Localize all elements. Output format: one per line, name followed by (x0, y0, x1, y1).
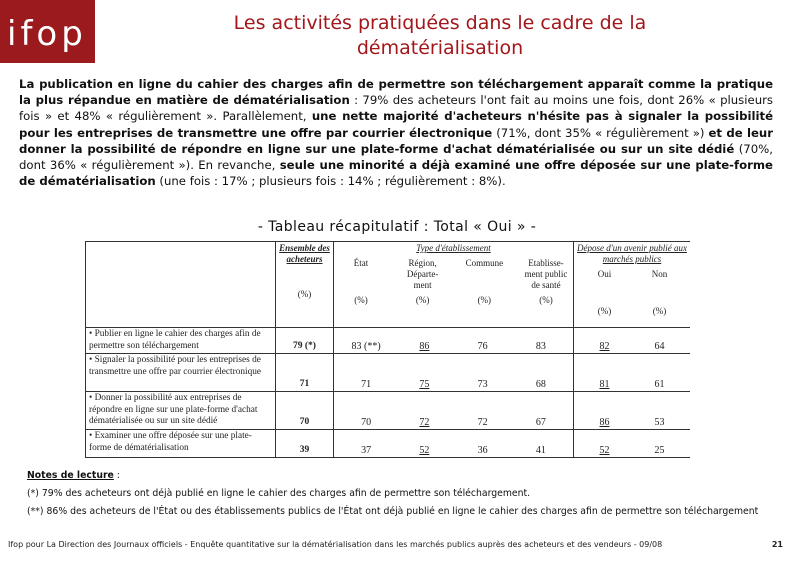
cell-value: 67 (535, 417, 546, 428)
cell-value: 25 (654, 445, 665, 456)
cell-value: 52 (419, 445, 430, 456)
row-question: • Publier en ligne le cahier des charges afin de permettre son téléchargement (86, 328, 276, 354)
table-row (86, 354, 691, 392)
cell-value: 41 (535, 445, 546, 456)
ifop-logo (0, 0, 95, 63)
cell-value: 76 (477, 341, 488, 352)
cell-value: 72 (419, 417, 430, 428)
title-line-2: dématérialisation (356, 37, 524, 59)
cell-value: 71 (361, 379, 372, 390)
row-question: • Examiner une offre déposée sur une plate-forme de dématérialisation (86, 430, 276, 458)
cell-value: 52 (599, 445, 610, 456)
notes-label-suffix: : (113, 470, 120, 481)
row-question: • Donner la possibilité aux entreprises de répondre en ligne sur une plate-forme d'achat dématérialisée ou sur un site dédié (86, 392, 276, 430)
cell-value: 73 (477, 379, 488, 390)
row-total: 39 (299, 445, 310, 455)
summary-table (85, 241, 690, 458)
cell-value: 86 (599, 417, 610, 428)
question-header-cell (86, 242, 276, 328)
row-total: 79 (*) (293, 341, 316, 351)
cell-value: 75 (419, 379, 430, 390)
note-1: (*) 79% des acheteurs ont déjà publié en ligne le cahier des charges afin de permettre son téléchargement. (27, 488, 531, 499)
intro-bold-1: La publication en ligne du cahier des charges afin de permettre son téléchargement apparaît comme la pratique la plus répandue en matière de dématérialisation (19, 77, 773, 108)
col-commune: Commune (465, 258, 504, 268)
page-title (150, 11, 730, 61)
type-header: Type d'établissement (416, 243, 491, 253)
title-line-1: Les activités pratiquées dans le cadre de la (233, 12, 647, 34)
note-2: (**) 86% des acheteurs de l'État ou des établissements publics de l'État ont déjà publié en ligne le cahier des charges afin de permettre son téléchargement (27, 506, 759, 517)
cell-value: 53 (654, 417, 665, 428)
page-footer (8, 540, 783, 549)
intro-bold-2: une nette majorité d'acheteurs n'hésite pas à signaler la possibilité pour les entreprises de transmettre une offre par courrier électronique (19, 109, 773, 140)
footer-text: Ifop pour La Direction des Journaux officiels - Enquête quantitative sur la dématérialisation dans les marchés publics auprès des acheteurs et des vendeurs - 09/08 (8, 540, 663, 549)
type-header-cell (334, 242, 574, 328)
col-region: Région, Départe-ment (406, 258, 439, 290)
pct-label: (%) (354, 295, 368, 305)
cell-value: 83 (535, 341, 546, 352)
cell-value: 36 (477, 445, 488, 456)
notes-label: Notes de lecture (27, 470, 114, 481)
pct-label: (%) (477, 295, 492, 305)
depot-header: Dépose d'un avenir publié aux marchés publics (577, 243, 687, 264)
col-sante: Etablisse-ment public de santé (524, 258, 568, 290)
row-total: 70 (299, 417, 310, 427)
summary-table-image (85, 241, 690, 460)
pct-label: (%) (539, 295, 553, 305)
row-question: • Signaler la possibilité pour les entreprises de transmettre une offre par courrier électronique (86, 354, 276, 392)
cell-value: 68 (535, 379, 546, 390)
cell-value: 81 (599, 379, 610, 390)
table-subtitle: - Tableau récapitulatif : Total « Oui » - (257, 219, 537, 235)
col-non: Non (651, 269, 668, 279)
pct-label: (%) (652, 306, 667, 316)
cell-value: 61 (654, 379, 665, 390)
intro-bold-4: seule une minorité a déjà examiné une offre déposée sur une plate-forme de dématérialisation (19, 158, 773, 189)
col-oui: Oui (597, 269, 612, 279)
row-total: 71 (299, 379, 310, 389)
total-header: Ensemble des acheteurs (279, 243, 330, 264)
reading-notes (27, 470, 767, 524)
page-number: 21 (771, 540, 783, 549)
cell-value: 70 (361, 417, 372, 428)
cell-value: 82 (599, 341, 610, 352)
cell-value: 37 (361, 445, 372, 456)
table-row (86, 392, 691, 430)
cell-value: 72 (477, 417, 488, 428)
table-row (86, 328, 691, 354)
intro-paragraph (19, 76, 773, 189)
pct-label: (%) (415, 295, 430, 305)
logo-text: ifop (7, 14, 87, 54)
intro-text-1: : 79% des acheteurs l'ont fait au moins une fois, dont 26% « plusieurs fois » et 48% « régulièrement ». Parallèlement, (19, 93, 773, 124)
pct-label: (%) (297, 289, 312, 299)
total-header-cell (276, 242, 334, 328)
intro-bold-3: et de leur donner la possibilité de répondre en ligne sur une plate-forme d'achat dématérialisée ou sur un site dédié (19, 125, 773, 156)
pct-label: (%) (597, 306, 612, 316)
table-header-row (86, 242, 691, 328)
depot-header-cell (574, 242, 691, 328)
intro-text-4: (une fois : 17% ; plusieurs fois : 14% ; régulièrement : 8%). (155, 174, 506, 189)
cell-value: 83 (**) (351, 341, 381, 352)
cell-value: 86 (419, 341, 430, 352)
intro-text-2: (71%, dont 35% « régulièrement ») (492, 125, 709, 140)
table-row (86, 430, 691, 458)
intro-text-3: (70%, dont 36% « régulièrement »). En revanche, (19, 141, 773, 173)
col-etat: État (353, 258, 369, 268)
cell-value: 64 (654, 341, 665, 352)
